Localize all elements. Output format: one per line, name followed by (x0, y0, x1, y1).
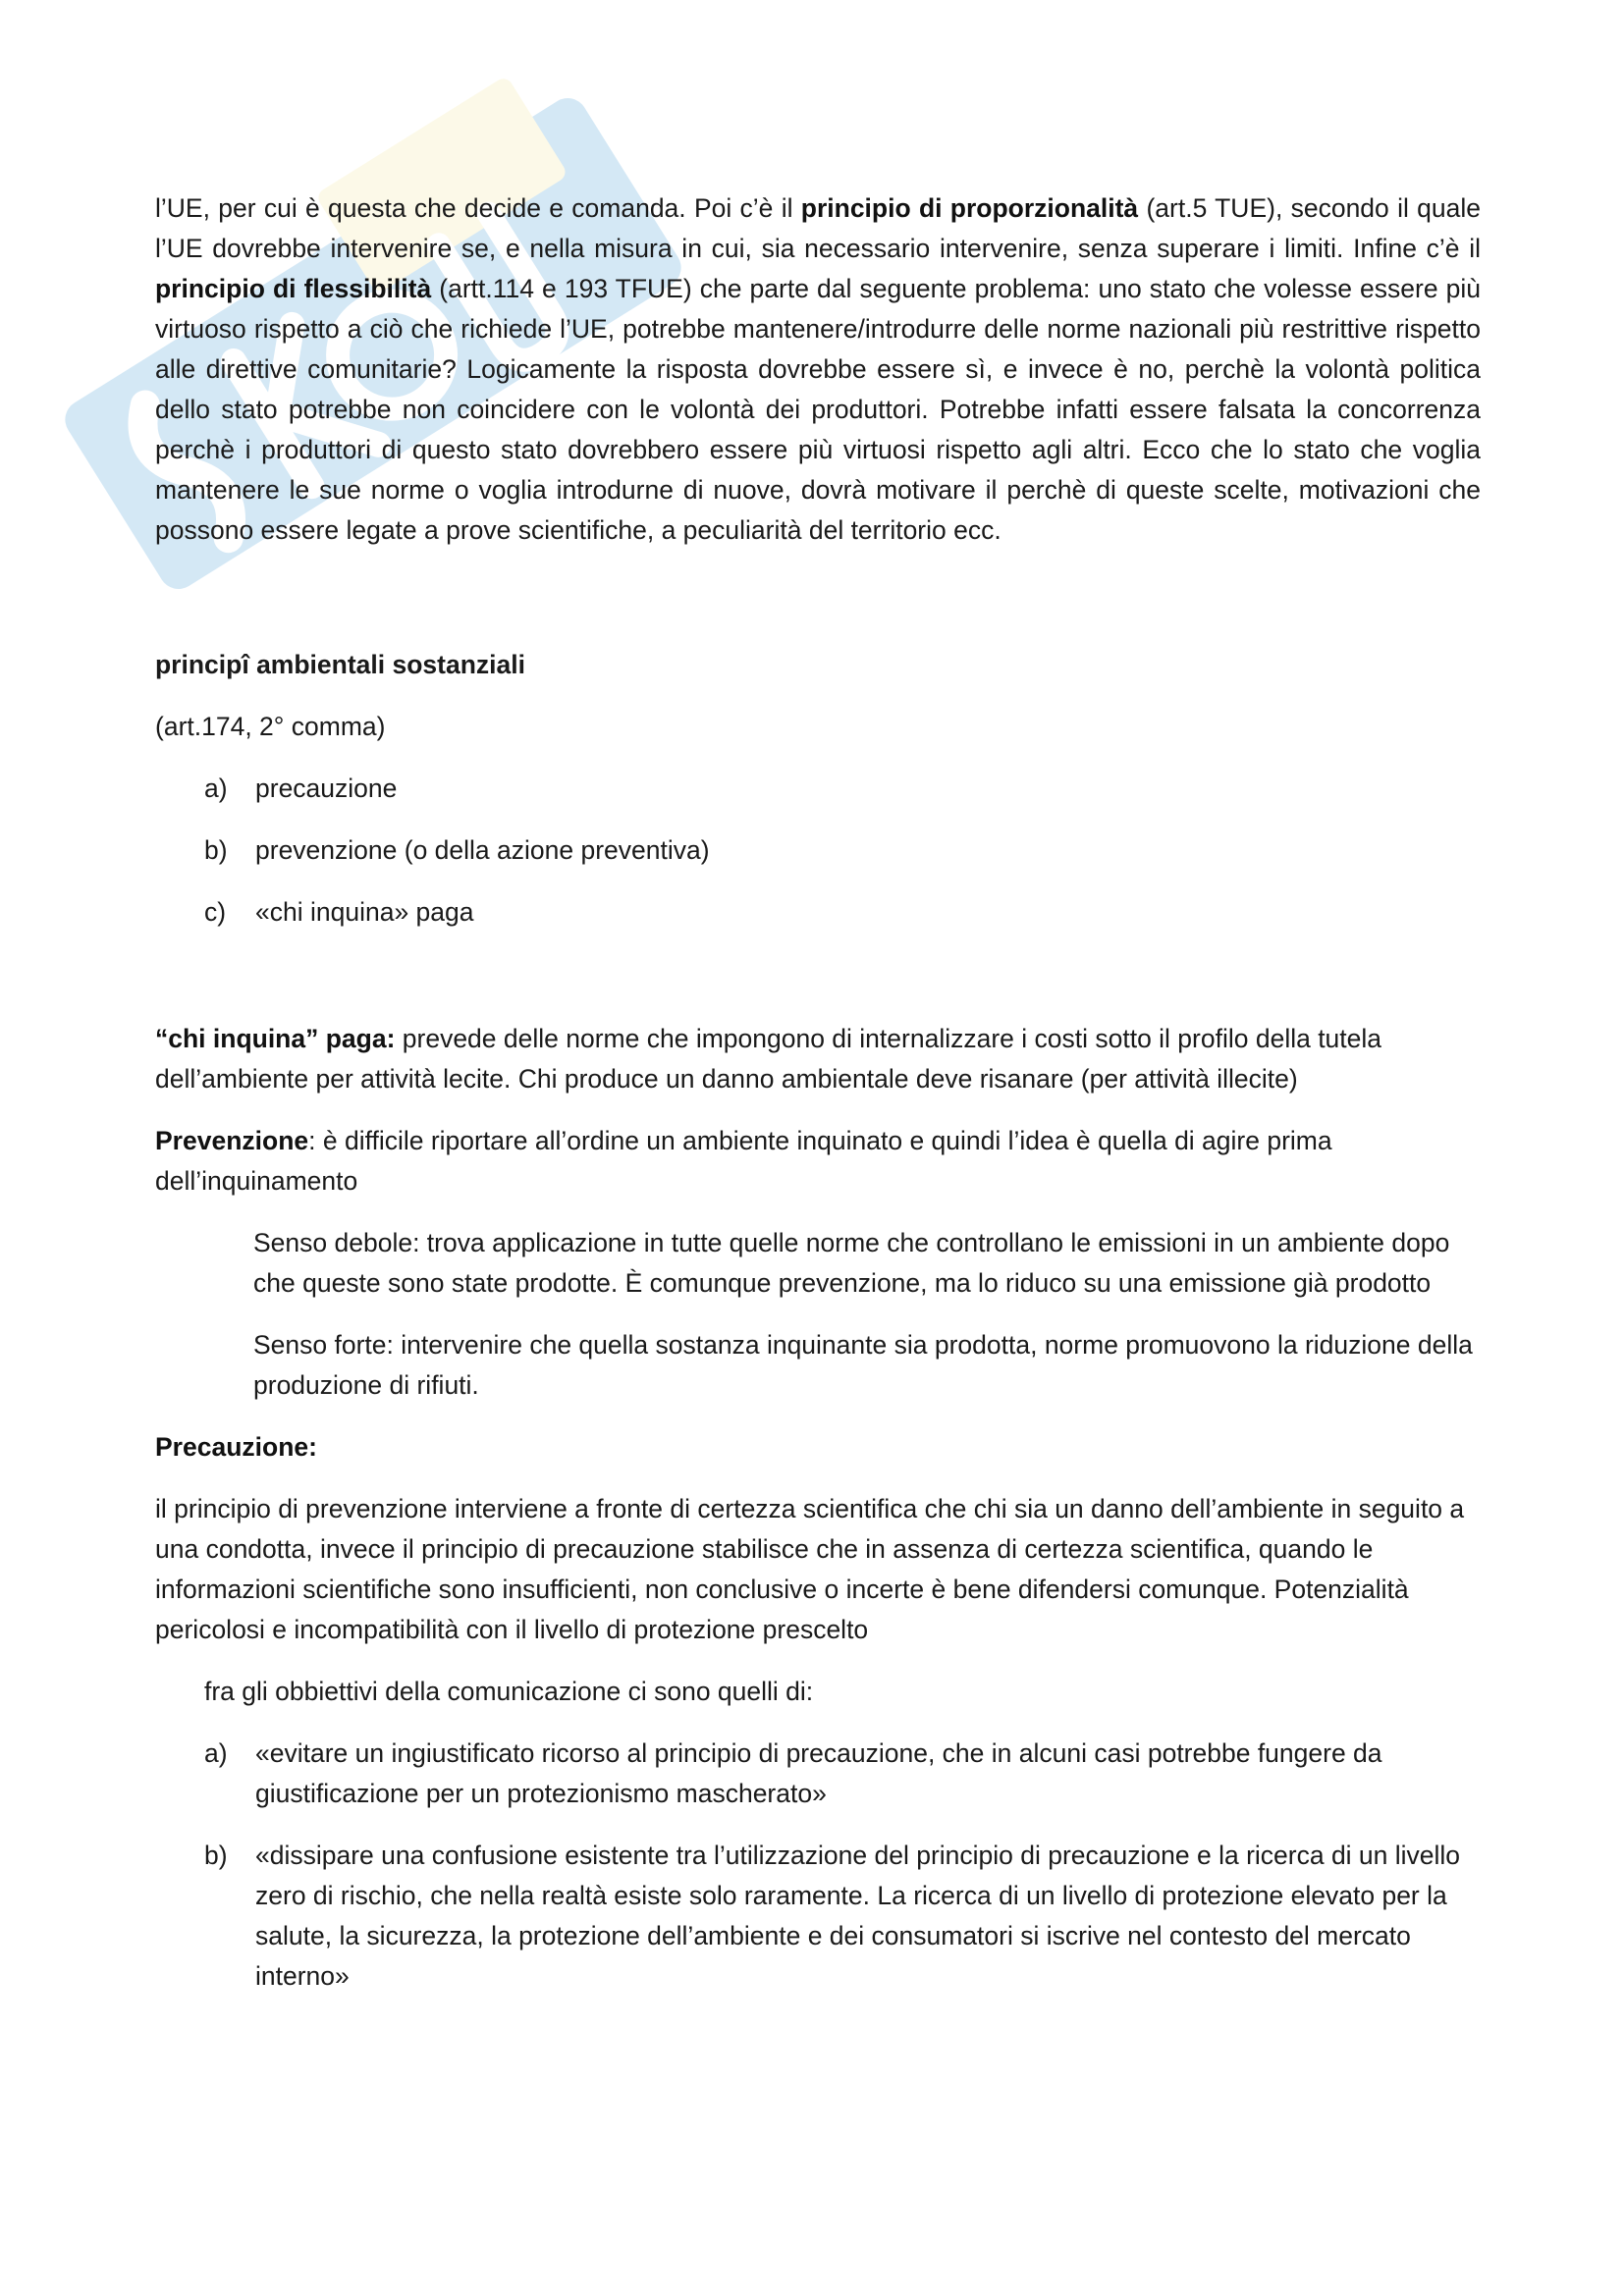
principio-proporzionalita-term: principio di proporzionalità (800, 193, 1139, 223)
list-item: a) «evitare un ingiustificato ricorso al principio di precauzione, che in alcuni casi potrebbe fungere da giustificazione per un protezionismo mascherato» (204, 1738, 1382, 1808)
document-page (155, 188, 1481, 2018)
chi-inquina-paragraph: “chi inquina” paga: prevede delle norme che impongono di internalizzare i costi sotto il profilo della tutela dell’ambiente per attività lecite. Chi produce un danno ambientale deve risanare (per attività illecite) (155, 1024, 1382, 1094)
list-item: b) prevenzione (o della azione preventiva) (204, 835, 710, 865)
prevenzione-paragraph: Prevenzione: è difficile riportare all’ordine un ambiente inquinato e quindi l’idea è quella di agire prima dell’inquinamento (155, 1126, 1332, 1196)
senso-debole-paragraph: Senso debole: trova applicazione in tutte quelle norme che controllano le emissioni in un ambiente dopo che queste sono state prodotte. È comunque prevenzione, ma lo riduco su una emissione già prodotto (253, 1228, 1450, 1298)
list-item: a) precauzione (204, 774, 398, 803)
principio-flessibilita-term: principio di flessibilità (155, 274, 432, 303)
precauzione-heading: Precauzione: (155, 1432, 317, 1462)
obiettivi-list (155, 1734, 1481, 1997)
precauzione-paragraph: il principio di prevenzione interviene a fronte di certezza scientifica che chi sia un danno dell’ambiente in seguito a una condotta, invece il principio di precauzione stabilisce che in assenza di certezza scientifica, quando le informazioni scientifiche sono insufficienti, non conclusive o incerte è bene difendersi comunque. Potenzialità pericolosi e incompatibilità con il livello di protezione prescelto (155, 1494, 1465, 1644)
article-reference: (art.174, 2° comma) (155, 712, 386, 741)
intro-paragraph: l’UE, per cui è questa che decide e comanda. Poi c’è il principio di proporzionalità (art.5 TUE), secondo il quale l’UE dovrebbe intervenire se, e nella misura in cui, sia necessario intervenire, senza superare i limiti. Infine c’è il principio di flessibilità (artt.114 e 193 TFUE) che parte dal seguente problema: uno stato che volesse essere più virtuoso rispetto a ciò che richiede l’UE, potrebbe mantenere/introdurre delle norme nazionali più restrittive rispetto alle direttive comunitarie? Logicamente la risposta dovrebbe essere sì, e invece è no, perchè la volontà politica dello stato potrebbe non coincidere con le volontà dei produttori. Potrebbe infatti essere falsata la concorrenza perchè i produttori di questo stato dovrebbero essere più virtuosi rispetto agli altri. Ecco che lo stato che voglia mantenere le sue norme o voglia introdurne di nuove, dovrà motivare il perchè di queste scelte, motivazioni che possono essere legate a prove scientifiche, a peculiarità del territorio ecc. (155, 193, 1481, 545)
senso-forte-paragraph: Senso forte: intervenire che quella sostanza inquinante sia prodotta, norme promuovono la riduzione della produzione di rifiuti. (253, 1330, 1473, 1400)
obiettivi-intro: fra gli obbiettivi della comunicazione ci sono quelli di: (204, 1677, 814, 1706)
list-item: b) «dissipare una confusione esistente tra l’utilizzazione del principio di precauzione e la ricerca di un livello zero di rischio, che nella realtà esiste solo raramente. La ricerca di un livello di protezione elevato per la salute, la sicurezza, la protezione dell’ambiente e dei consumatori si iscrive nel contesto del mercato interno» (204, 1841, 1461, 1991)
section-heading: principî ambientali sostanziali (155, 650, 525, 679)
list-item: c) «chi inquina» paga (204, 897, 474, 927)
principles-list (155, 769, 1481, 933)
